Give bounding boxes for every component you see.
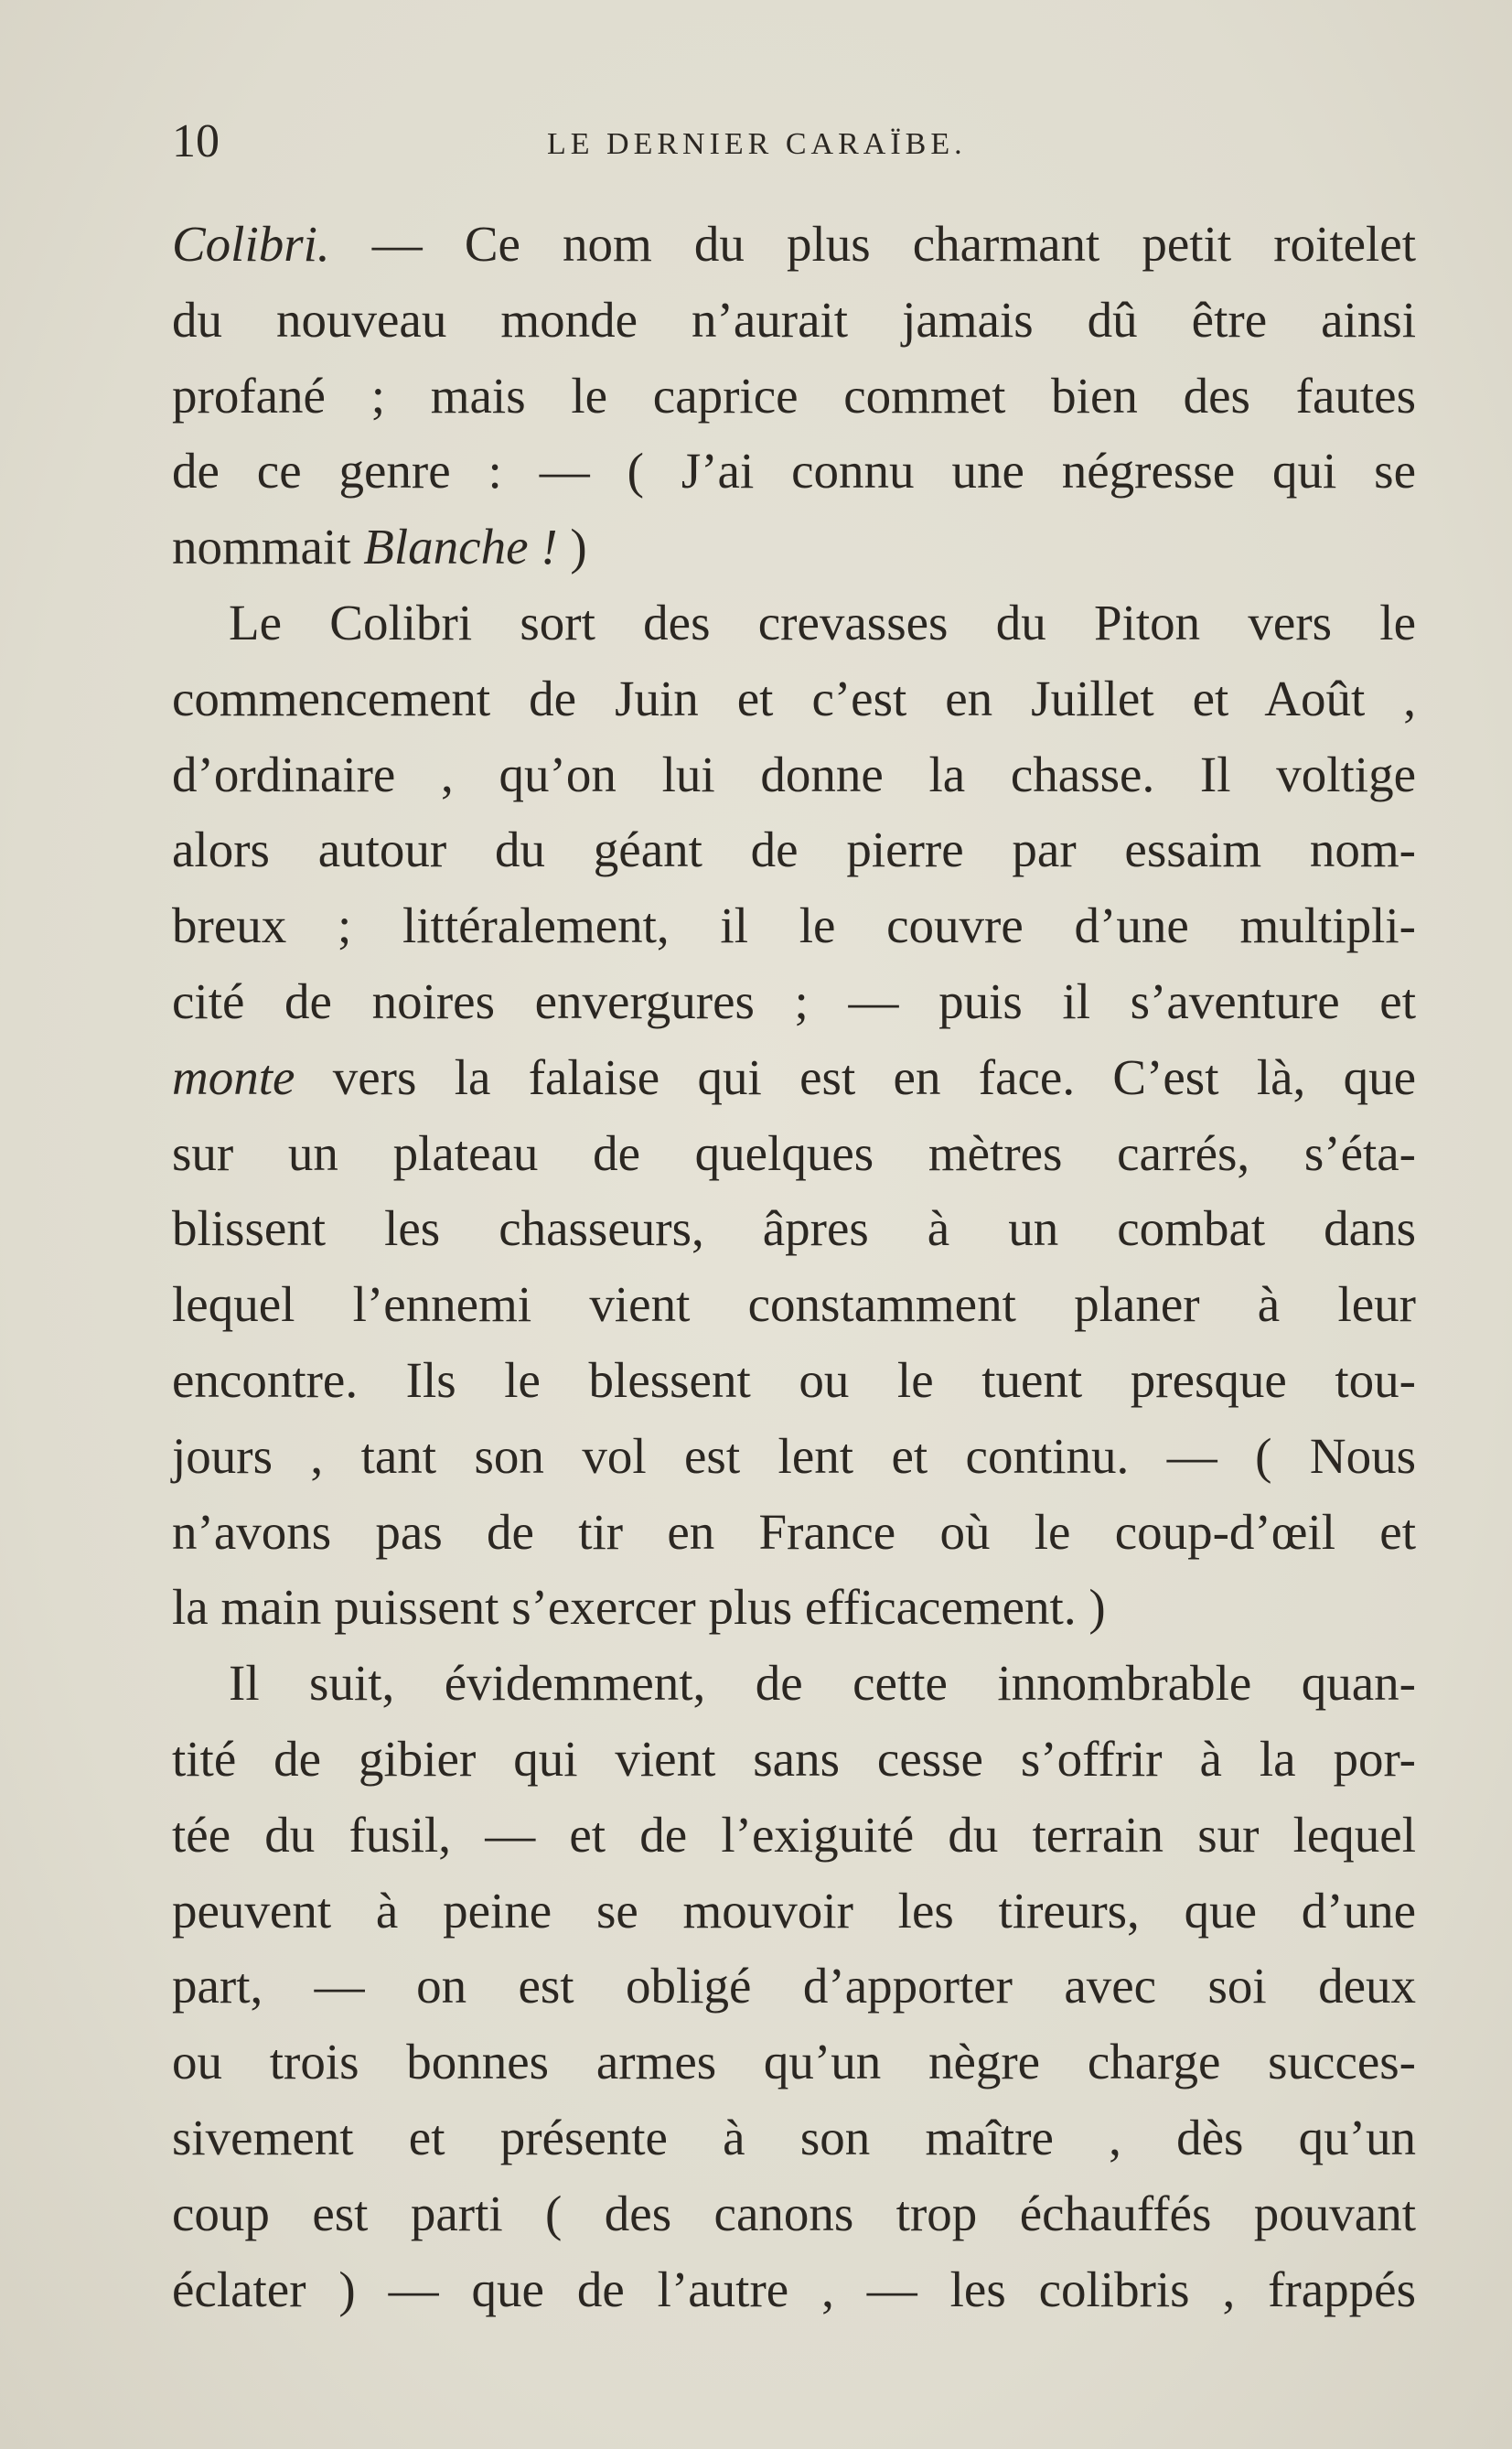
text-line xyxy=(172,288,1416,364)
text-segment: n’avons pas de tir en France où le coup-d’œil et xyxy=(172,1503,1416,1560)
text-line xyxy=(172,894,1416,970)
text-line xyxy=(172,591,1416,667)
text-segment: — Ce nom du plus charmant petit roitelet xyxy=(329,216,1416,272)
text-segment: Le Colibri sort des crevasses du Piton vers le xyxy=(229,594,1416,650)
text-line xyxy=(172,743,1416,819)
italic-text: monte xyxy=(172,1048,295,1105)
text-line xyxy=(172,439,1416,515)
text-line xyxy=(172,2182,1416,2258)
text-line xyxy=(172,667,1416,743)
text-line xyxy=(172,515,1416,591)
text-line xyxy=(172,1727,1416,1803)
text-line xyxy=(172,1954,1416,2030)
text-line xyxy=(172,1424,1416,1500)
text-segment: vers la falaise qui est en face. C’est là, que xyxy=(295,1048,1416,1105)
page-body-text xyxy=(172,212,1416,2333)
text-segment: peuvent à peine se mouvoir les tireurs, que d’une xyxy=(172,1882,1416,1939)
page-number: 10 xyxy=(172,115,220,167)
text-segment: de ce genre : — ( J’ai connu une négresse qui se xyxy=(172,443,1416,499)
text-segment: sur un plateau de quelques mètres carrés, s’éta- xyxy=(172,1124,1416,1181)
text-line xyxy=(172,818,1416,894)
text-segment: tée du fusil, — et de l’exiguité du terrain sur lequel xyxy=(172,1806,1416,1863)
text-line xyxy=(172,364,1416,440)
text-segment: jours , tant son vol est lent et continu. — ( Nous xyxy=(172,1427,1416,1484)
text-line xyxy=(172,1122,1416,1198)
text-line xyxy=(172,970,1416,1046)
text-segment: lequel l’ennemi vient constamment planer à leur xyxy=(172,1276,1416,1333)
text-line xyxy=(172,1803,1416,1879)
running-title: LE DERNIER CARAÏBE. xyxy=(547,127,967,161)
text-segment: coup est parti ( des canons trop échauffés pouvant xyxy=(172,2185,1416,2241)
text-segment: part, — on est obligé d’apporter avec soi deux xyxy=(172,1958,1416,2014)
text-segment: la main puissent s’exercer plus efficacement. ) xyxy=(172,1579,1106,1636)
text-segment: tité de gibier qui vient sans cesse s’offrir à la por- xyxy=(172,1730,1416,1787)
text-segment: d’ordinaire , qu’on lui donne la chasse. Il voltige xyxy=(172,746,1416,802)
text-segment: nommait xyxy=(172,519,364,575)
text-segment: cité de noires envergures ; — puis il s’aventure et xyxy=(172,972,1416,1029)
text-segment: sivement et présente à son maître , dès qu’un xyxy=(172,2109,1416,2165)
text-segment: profané ; mais le caprice commet bien des fautes xyxy=(172,367,1416,424)
text-line xyxy=(172,2030,1416,2106)
text-line xyxy=(172,2258,1416,2334)
italic-text: Blanche ! xyxy=(363,519,558,575)
text-segment: blissent les chasseurs, âpres à un combat dans xyxy=(172,1200,1416,1257)
text-line xyxy=(172,1651,1416,1727)
page-header xyxy=(172,114,1416,169)
text-line xyxy=(172,212,1416,288)
text-segment: encontre. Ils le blessent ou le tuent presque tou- xyxy=(172,1351,1416,1408)
text-line xyxy=(172,1879,1416,1955)
text-segment: ) xyxy=(557,519,587,575)
text-segment: du nouveau monde n’aurait jamais dû être ainsi xyxy=(172,291,1416,348)
text-segment: alors autour du géant de pierre par essaim nom- xyxy=(172,822,1416,878)
italic-text: Colibri. xyxy=(172,216,330,272)
text-segment: breux ; littéralement, il le couvre d’une multipli- xyxy=(172,897,1416,954)
text-line xyxy=(172,1197,1416,1273)
text-line xyxy=(172,1273,1416,1348)
text-line xyxy=(172,1348,1416,1424)
text-segment: ou trois bonnes armes qu’un nègre charge succes- xyxy=(172,2034,1416,2090)
text-line xyxy=(172,1500,1416,1576)
text-segment: Il suit, évidemment, de cette innombrable quan- xyxy=(229,1655,1416,1712)
text-line xyxy=(172,1046,1416,1122)
text-segment: éclater ) — que de l’autre , — les colibris , frappés xyxy=(172,2261,1416,2317)
text-line xyxy=(172,2106,1416,2182)
text-segment: commencement de Juin et c’est en Juillet et Août , xyxy=(172,670,1416,726)
text-line xyxy=(172,1575,1416,1651)
